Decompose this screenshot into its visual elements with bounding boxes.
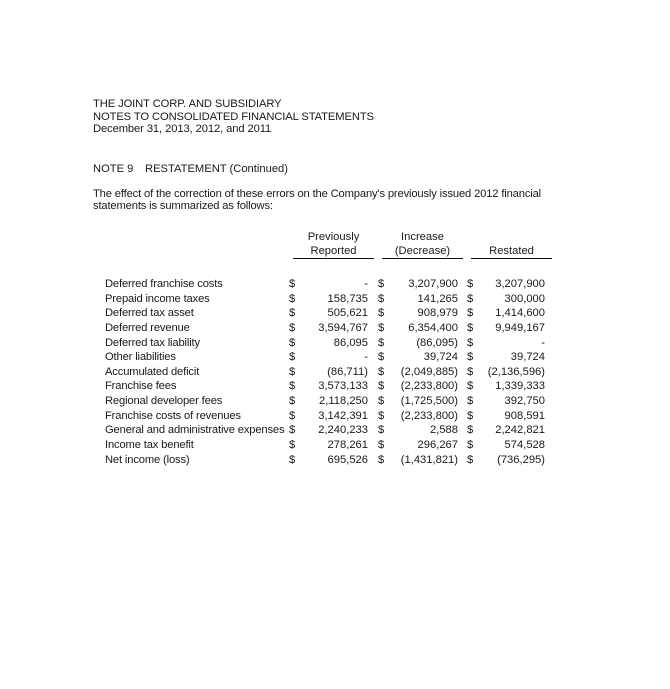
cell-value-inc: 3,207,900 <box>408 278 458 290</box>
cell-value-rest: 1,414,600 <box>495 307 545 320</box>
currency-symbol: $ <box>378 351 385 364</box>
row-label: Deferred tax asset <box>105 307 194 320</box>
cell-value-prev: 3,594,767 <box>318 321 368 334</box>
cell-value-inc: (2,049,885) <box>400 365 458 378</box>
cell-value-rest: 1,339,333 <box>495 380 545 393</box>
document-subtitle: NOTES TO CONSOLIDATED FINANCIAL STATEMENTS <box>93 110 374 123</box>
row-label: Net income (loss) <box>105 453 190 466</box>
currency-symbol: $ <box>378 395 385 408</box>
statement-dates: December 31, 2013, 2012, and 2011 <box>93 123 272 136</box>
column-header-line: Increase <box>401 231 444 243</box>
currency-symbol: $ <box>378 278 385 290</box>
cell-value-prev: 2,240,233 <box>318 424 368 437</box>
cell-value-rest: 908,591 <box>504 409 545 422</box>
row-label: General and administrative expenses <box>105 424 285 437</box>
row-label: Franchise costs of revenues <box>105 409 241 422</box>
column-header-line: (Decrease) <box>382 244 463 259</box>
note-number: NOTE 9 <box>93 162 134 175</box>
currency-symbol: $ <box>289 453 296 466</box>
cell-value-prev: 695,526 <box>327 453 368 466</box>
row-label: Deferred franchise costs <box>105 278 223 290</box>
cell-value-inc: (2,233,800) <box>400 409 458 422</box>
column-header-line <box>471 230 552 244</box>
cell-value-rest: 3,207,900 <box>495 278 545 290</box>
column-header-line: Reported <box>293 244 374 259</box>
intro-paragraph: The effect of the correction of these errors on the Company's previously issued 2012 financial statements is summarized as follows: <box>93 187 542 212</box>
row-label: Other liabilities <box>105 351 176 364</box>
cell-value-inc: (1,725,500) <box>400 395 458 408</box>
currency-symbol: $ <box>289 278 296 290</box>
currency-symbol: $ <box>378 321 385 334</box>
currency-symbol: $ <box>467 351 474 364</box>
currency-symbol: $ <box>289 292 296 305</box>
note-heading <box>93 163 593 176</box>
cell-value-prev: - <box>364 351 368 364</box>
document-page <box>93 98 593 466</box>
currency-symbol: $ <box>378 365 385 378</box>
currency-symbol: $ <box>467 336 474 349</box>
currency-symbol: $ <box>467 321 474 334</box>
column-header-previously-reported <box>293 230 374 259</box>
currency-symbol: $ <box>289 336 296 349</box>
cell-value-prev: (86,711) <box>327 365 368 378</box>
cell-value-rest: 300,000 <box>504 292 545 305</box>
currency-symbol: $ <box>378 439 385 452</box>
cell-value-inc: (2,233,800) <box>400 380 458 393</box>
currency-symbol: $ <box>467 395 474 408</box>
currency-symbol: $ <box>467 292 474 305</box>
cell-value-rest: 392,750 <box>504 395 545 408</box>
currency-symbol: $ <box>378 380 385 393</box>
currency-symbol: $ <box>289 307 296 320</box>
row-label: Income tax benefit <box>105 439 194 452</box>
currency-symbol: $ <box>289 351 296 364</box>
cell-value-rest: (736,295) <box>497 453 545 466</box>
cell-value-inc: 908,979 <box>417 307 458 320</box>
row-label: Deferred revenue <box>105 321 190 334</box>
cell-value-inc: 141,265 <box>417 292 458 305</box>
currency-symbol: $ <box>289 365 296 378</box>
cell-value-rest: - <box>541 336 545 349</box>
cell-value-prev: 3,142,391 <box>318 409 368 422</box>
cell-value-rest: (2,136,596) <box>487 365 545 378</box>
cell-value-inc: (1,431,821) <box>400 453 458 466</box>
cell-value-inc: (86,095) <box>416 336 458 349</box>
currency-symbol: $ <box>467 365 474 378</box>
cell-value-inc: 6,354,400 <box>408 321 458 334</box>
cell-value-prev: 505,621 <box>327 307 368 320</box>
row-label: Deferred tax liability <box>105 336 200 349</box>
currency-symbol: $ <box>289 380 296 393</box>
cell-value-inc: 2,588 <box>430 424 458 437</box>
currency-symbol: $ <box>467 307 474 320</box>
cell-value-prev: - <box>364 278 368 290</box>
note-title: RESTATEMENT (Continued) <box>145 162 288 175</box>
column-header-line: Restated <box>471 244 552 259</box>
currency-symbol: $ <box>378 453 385 466</box>
cell-value-rest: 2,242,821 <box>495 424 545 437</box>
cell-value-prev: 158,735 <box>327 292 368 305</box>
company-name: THE JOINT CORP. AND SUBSIDIARY <box>93 98 282 110</box>
currency-symbol: $ <box>467 380 474 393</box>
table-column-headers <box>93 230 593 262</box>
currency-symbol: $ <box>467 278 474 290</box>
cell-value-inc: 296,267 <box>417 439 458 452</box>
currency-symbol: $ <box>378 409 385 422</box>
cell-value-rest: 39,724 <box>510 351 545 364</box>
currency-symbol: $ <box>289 409 296 422</box>
cell-value-prev: 2,118,250 <box>319 395 368 408</box>
currency-symbol: $ <box>378 424 385 437</box>
cell-value-rest: 9,949,167 <box>495 321 545 334</box>
column-header-restated <box>471 230 552 259</box>
cell-value-rest: 574,528 <box>504 439 545 452</box>
currency-symbol: $ <box>289 424 296 437</box>
currency-symbol: $ <box>378 292 385 305</box>
currency-symbol: $ <box>467 409 474 422</box>
currency-symbol: $ <box>378 307 385 320</box>
currency-symbol: $ <box>467 453 474 466</box>
currency-symbol: $ <box>289 395 296 408</box>
cell-value-inc: 39,724 <box>423 351 458 364</box>
cell-value-prev: 86,095 <box>333 336 368 349</box>
currency-symbol: $ <box>467 439 474 452</box>
currency-symbol: $ <box>289 321 296 334</box>
column-header-line: Previously <box>307 231 360 243</box>
currency-symbol: $ <box>289 439 296 452</box>
row-label: Regional developer fees <box>105 395 223 408</box>
column-header-increase-decrease <box>382 230 463 259</box>
row-label: Accumulated deficit <box>105 365 200 378</box>
row-label: Prepaid income taxes <box>105 292 210 305</box>
currency-symbol: $ <box>378 336 385 349</box>
cell-value-prev: 278,261 <box>327 439 368 452</box>
currency-symbol: $ <box>467 424 474 437</box>
cell-value-prev: 3,573,133 <box>318 380 368 393</box>
row-label: Franchise fees <box>105 380 177 393</box>
